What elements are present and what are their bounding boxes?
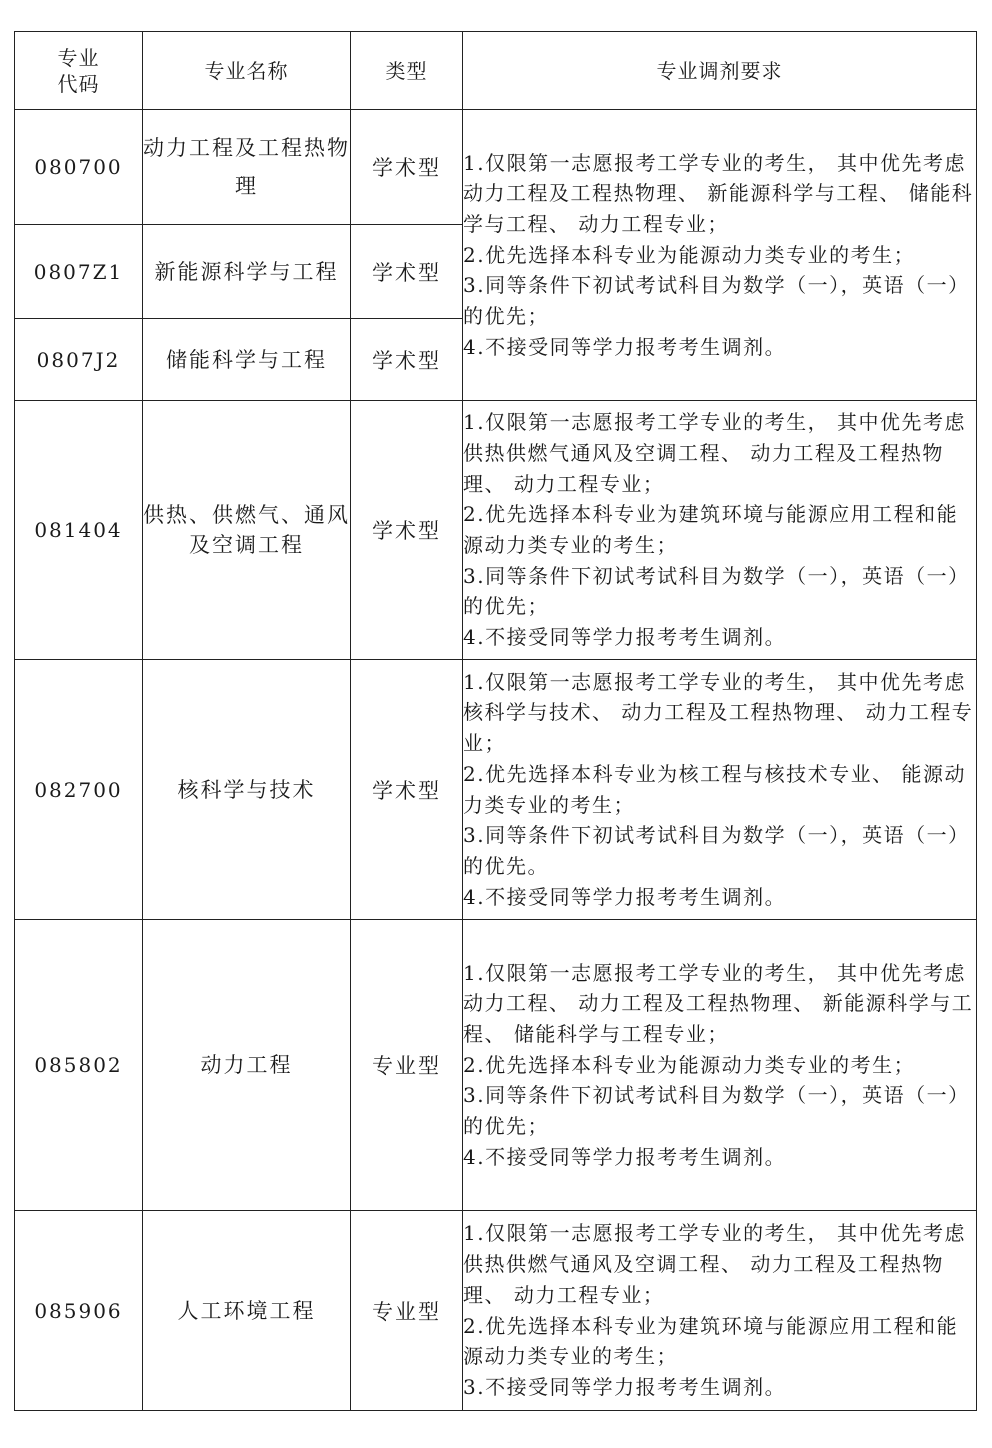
major-code: 0807J2 <box>15 319 143 401</box>
major-code: 085906 <box>15 1211 143 1411</box>
requirement-item: 3.同等条件下初试考试科目为数学（一），英语（一） 的优先。 <box>463 823 970 878</box>
table-row <box>15 660 977 920</box>
major-type: 专业型 <box>351 1211 463 1411</box>
requirement-item: 1.仅限第一志愿报考工学专业的考生， 其中优先考虑供热供燃气通风及空调工程、 动力工程及工程热物理、 动力工程专业； <box>463 1221 966 1307</box>
requirement-item: 1.仅限第一志愿报考工学专业的考生， 其中优先考虑核科学与技术、 动力工程及工程热物理、 动力工程专业； <box>463 669 974 756</box>
table-row <box>15 1211 977 1411</box>
requirement-item: 3.同等条件下初试考试科目为数学（一），英语（一）的优先； <box>463 273 970 329</box>
header-code <box>15 32 143 110</box>
header-code-line2: 代码 <box>57 71 100 96</box>
major-name: 供热、供燃气、通风及空调工程 <box>143 401 351 660</box>
requirement-item: 2.优先选择本科专业为能源动力类专业的考生； <box>463 242 916 267</box>
major-type: 学术型 <box>351 660 463 920</box>
header-type: 类型 <box>351 32 463 110</box>
major-name: 储能科学与工程 <box>143 319 351 401</box>
requirement-item: 2.优先选择本科专业为能源动力类专业的考生； <box>463 1052 916 1077</box>
major-code: 081404 <box>15 401 143 660</box>
table-row <box>15 401 977 660</box>
major-code: 0807Z1 <box>15 225 143 319</box>
major-name: 核科学与技术 <box>143 660 351 920</box>
requirements-cell <box>463 1211 977 1411</box>
majors-table <box>14 31 977 1411</box>
table-row <box>15 920 977 1211</box>
requirement-item: 3.同等条件下初试考试科目为数学（一），英语（一） 的优先； <box>463 563 970 619</box>
requirement-item: 4.不接受同等学力报考考生调剂。 <box>463 1144 787 1169</box>
requirement-item: 2.优先选择本科专业为建筑环境与能源应用工程和能源动力类专业的考生； <box>463 1313 959 1369</box>
requirement-item: 3.不接受同等学力报考考生调剂。 <box>463 1374 787 1399</box>
requirement-item: 2.优先选择本科专业为建筑环境与能源应用工程和能源动力类专业的考生； <box>463 502 959 557</box>
major-code: 080700 <box>15 110 143 225</box>
header-name: 专业名称 <box>143 32 351 110</box>
requirements-cell <box>463 920 977 1211</box>
requirements-cell <box>463 660 977 920</box>
major-name: 动力工程 <box>143 920 351 1211</box>
major-name: 人工环境工程 <box>143 1211 351 1411</box>
requirement-item: 4.不接受同等学力报考考生调剂。 <box>463 884 787 909</box>
requirement-item: 4.不接受同等学力报考考生调剂。 <box>463 625 787 650</box>
major-code: 082700 <box>15 660 143 920</box>
header-code-line1: 专业 <box>57 45 100 70</box>
major-name: 新能源科学与工程 <box>143 225 351 319</box>
requirement-item: 4.不接受同等学力报考考生调剂。 <box>463 334 787 359</box>
major-code: 085802 <box>15 920 143 1211</box>
requirement-item: 3.同等条件下初试考试科目为数学（一），英语（一） 的优先； <box>463 1083 970 1139</box>
requirement-item: 2.优先选择本科专业为核工程与核技术专业、 能源动力类专业的考生； <box>463 761 966 817</box>
requirements-cell <box>463 401 977 660</box>
header-requirements: 专业调剂要求 <box>463 32 977 110</box>
major-type: 学术型 <box>351 319 463 401</box>
major-type: 学术型 <box>351 110 463 225</box>
table-row <box>15 110 977 225</box>
table-header-row <box>15 32 977 110</box>
major-type: 学术型 <box>351 401 463 660</box>
requirement-item: 1.仅限第一志愿报考工学专业的考生， 其中优先考虑供热供燃气通风及空调工程、 动力工程及工程热物理、 动力工程专业； <box>463 410 966 496</box>
major-type: 专业型 <box>351 920 463 1211</box>
requirement-item: 1.仅限第一志愿报考工学专业的考生， 其中优先考虑动力工程及工程热物理、 新能源科学与工程、 储能科学与工程、 动力工程专业； <box>463 150 974 236</box>
requirements-cell <box>463 110 977 401</box>
requirement-item: 1.仅限第一志愿报考工学专业的考生， 其中优先考虑动力工程、 动力工程及工程热物理、 新能源科学与工程、 储能科学与工程专业； <box>463 960 974 1046</box>
major-type: 学术型 <box>351 225 463 319</box>
major-name: 动力工程及工程热物理 <box>143 110 351 225</box>
